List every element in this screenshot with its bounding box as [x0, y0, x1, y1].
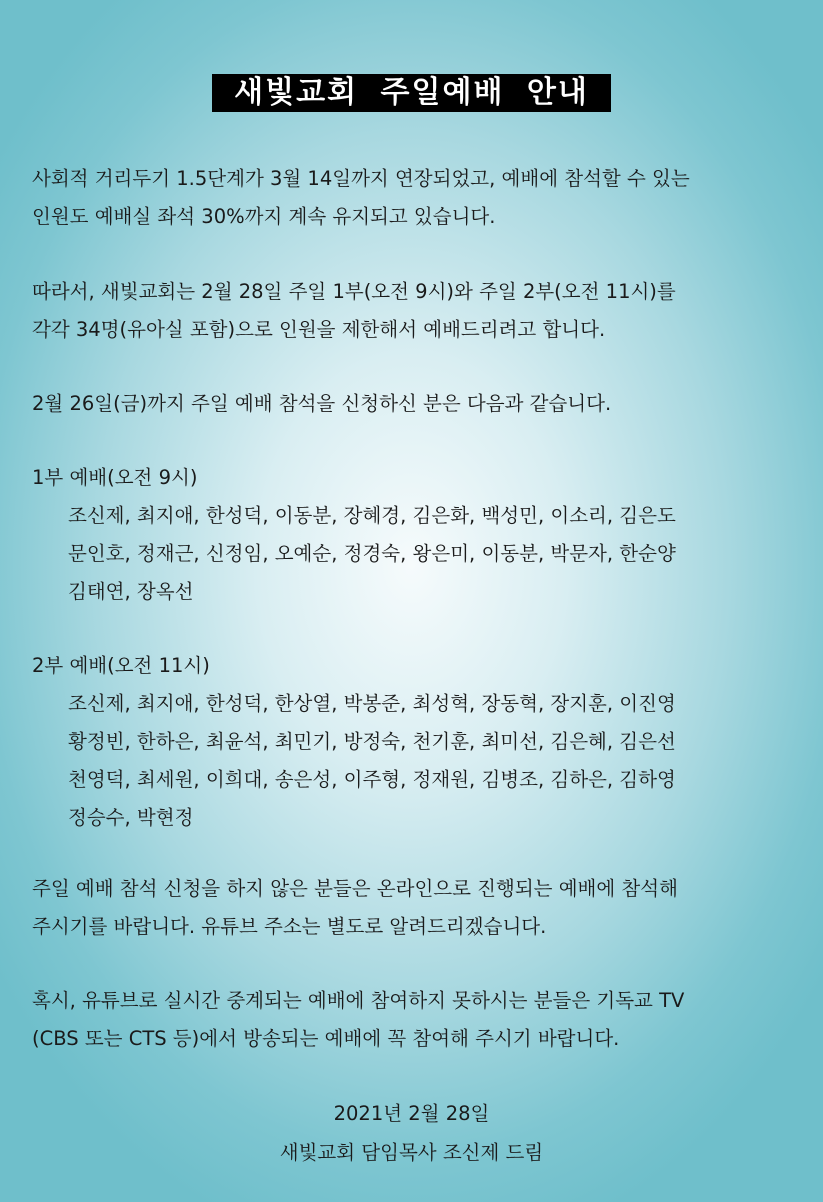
attendee-line: 문인호, 정재근, 신정임, 오예순, 정경숙, 왕은미, 이동분, 박문자, 한순양 [68, 542, 676, 565]
paragraph-line: 따라서, 새빛교회는 2월 28일 주일 1부(오전 9시)와 주일 2부(오전 11시)를 [32, 280, 676, 303]
attendee-line: 천영덕, 최세원, 이희대, 송은성, 이주형, 정재원, 김병조, 김하은, 김하영 [68, 768, 676, 791]
paragraph-line: (CBS 또는 CTS 등)에서 방송되는 예배에 꼭 참여해 주시기 바랍니다. [32, 1027, 620, 1050]
paragraph-line: 사회적 거리두기 1.5단계가 3월 14일까지 연장되었고, 예배에 참석할 수 있는 [32, 167, 690, 190]
attendee-line: 조신제, 최지애, 한성덕, 이동분, 장혜경, 김은화, 백성민, 이소리, 김은도 [68, 504, 676, 527]
service2-attendees [68, 685, 780, 837]
paragraph-applicants-intro [32, 385, 800, 423]
service2-heading: 2부 예배(오전 11시) [32, 654, 210, 677]
paragraph-distancing [32, 160, 800, 236]
page-title: 새빛교회 주일예배 안내 [212, 74, 611, 112]
footer-signature: 새빛교회 담임목사 조신제 드림 [279, 1141, 544, 1164]
service1-attendees [68, 497, 780, 611]
service1-heading: 1부 예배(오전 9시) [32, 466, 198, 489]
paragraph-online [32, 870, 800, 946]
paragraph-line: 2월 26일(금)까지 주일 예배 참석을 신청하신 분은 다음과 같습니다. [32, 392, 612, 415]
paragraph-line: 혹시, 유튜브로 실시간 중계되는 예배에 참여하지 못하시는 분들은 기독교 TV [32, 989, 685, 1012]
title-wrapper [0, 74, 823, 112]
paragraph-line: 각각 34명(유아실 포함)으로 인원을 제한해서 예배드리려고 합니다. [32, 318, 606, 341]
paragraph-limit [32, 273, 800, 349]
paragraph-tv-broadcast [32, 982, 800, 1058]
paragraph-line: 주일 예배 참석 신청을 하지 않은 분들은 온라인으로 진행되는 예배에 참석해 [32, 877, 678, 900]
attendee-line: 황정빈, 한하은, 최윤석, 최민기, 방정숙, 천기훈, 최미선, 김은혜, 김은선 [68, 730, 676, 753]
attendee-line: 김태연, 장옥선 [68, 580, 194, 603]
attendee-line: 조신제, 최지애, 한성덕, 한상열, 박봉준, 최성혁, 장동혁, 장지훈, 이진영 [68, 692, 676, 715]
footer-date: 2021년 2월 28일 [333, 1102, 490, 1125]
attendee-line: 정승수, 박현정 [68, 806, 194, 829]
paragraph-line: 주시기를 바랍니다. 유튜브 주소는 별도로 알려드리겠습니다. [32, 915, 547, 938]
paragraph-line: 인원도 예배실 좌석 30%까지 계속 유지되고 있습니다. [32, 205, 496, 228]
